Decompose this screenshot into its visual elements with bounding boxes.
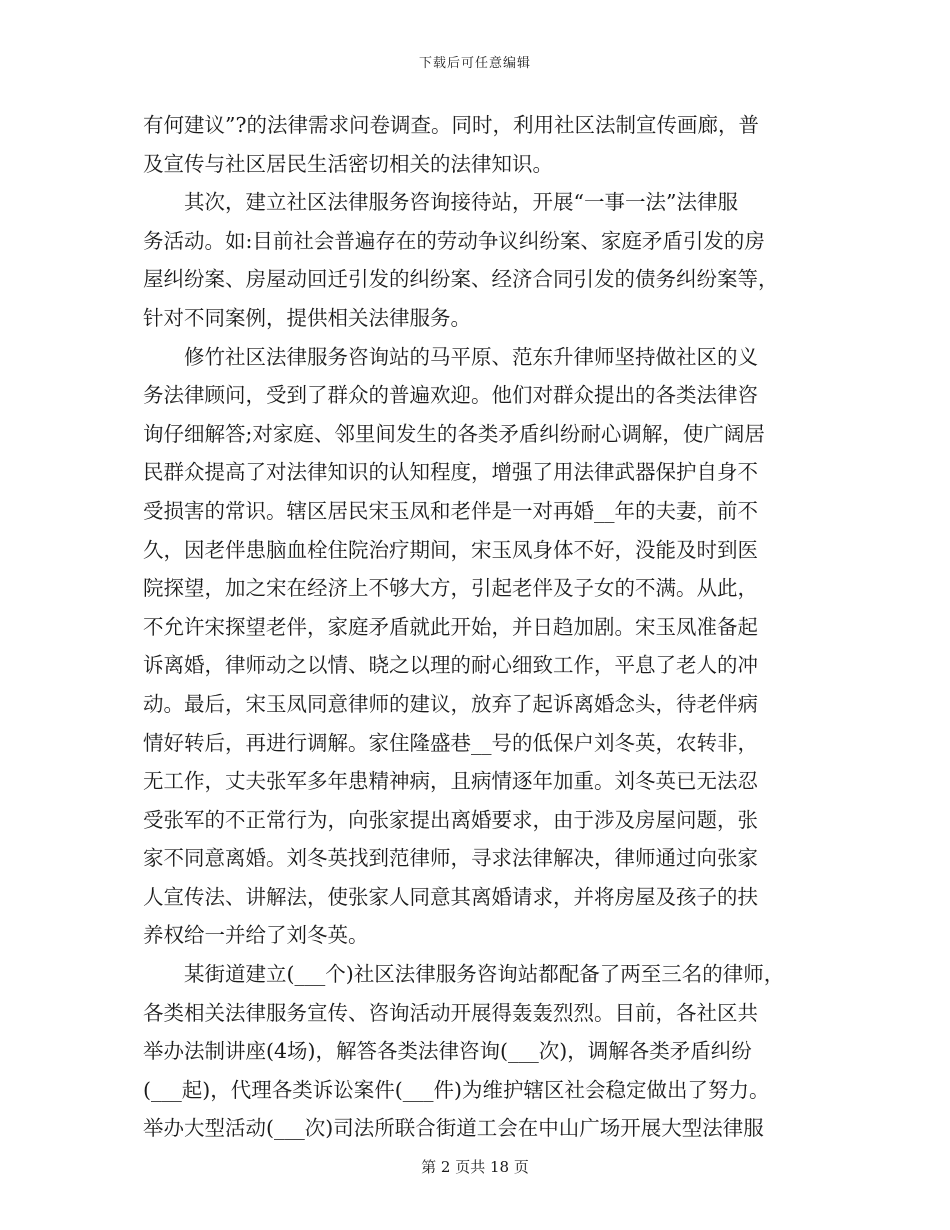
text-line: 受张军的不正常行为，向张家提出离婚要求，由于涉及房屋问题，张 [143,807,758,832]
text-line: 情好转后，再进行调解。家住隆盛巷__号的低保户刘冬英，农转非， [143,730,758,755]
text-line: (___起)，代理各类诉讼案件(___件)为维护辖区社会稳定做出了努力。 [143,1077,770,1102]
page-footer: 第 2 页共 18 页 [421,1158,529,1176]
text-line: 家不同意离婚。刘冬英找到范律师，寻求法律解决，律师通过向张家 [143,846,758,871]
text-line: 务活动。如:目前社会普遍存在的劳动争议纠纷案、家庭矛盾引发的房 [143,228,765,253]
text-line: 举办大型活动(___次)司法所联合街道工会在中山广场开展大型法律服 [143,1116,764,1141]
text-line: 院探望，加之宋在经济上不够大方，引起老伴及子女的不满。从此， [143,576,758,601]
text-line: 及宣传与社区居民生活密切相关的法律知识。 [143,151,553,176]
text-line: 询仔细解答;对家庭、邻里间发生的各类矛盾纠纷耐心调解，使广阔居 [143,421,765,446]
text-line: 某街道建立(___个)社区法律服务咨询站都配备了两至三名的律师， [184,962,785,987]
page-header: 下载后可任意编辑 [418,56,531,71]
text-line: 不允许宋探望老伴，家庭矛盾就此开始，并日趋加剧。宋玉凤准备起 [143,614,758,639]
text-line: 动。最后，宋玉凤同意律师的建议，放弃了起诉离婚念头，待老伴病 [143,691,758,716]
text-line: 养权给一并给了刘冬英。 [143,923,369,948]
text-line: 其次，建立社区法律服务咨询接待站，开展“一事一法”法律服 [184,190,738,215]
text-line: 诉离婚，律师动之以情、晓之以理的耐心细致工作，平息了老人的冲 [143,653,758,678]
document-body [143,106,807,1148]
text-line: 屋纠纷案、房屋动回迁引发的纠纷案、经济合同引发的债务纠纷案等， [143,267,779,292]
text-line: 无工作，丈夫张军多年患精神病，且病情逐年加重。刘冬英已无法忍 [143,769,758,794]
text-line: 受损害的常识。辖区居民宋玉凤和老伴是一对再婚__年的夫妻，前不 [143,498,758,523]
text-line: 民群众提高了对法律知识的认知程度，增强了用法律武器保护自身不 [143,460,758,485]
text-line: 举办法制讲座(4场)，解答各类法律咨询(___次)，调解各类矛盾纠纷 [143,1039,752,1064]
text-line: 针对不同案例，提供相关法律服务。 [143,305,471,330]
text-line: 人宣传法、讲解法，使张家人同意其离婚请求，并将房屋及孩子的扶 [143,884,758,909]
text-line: 各类相关法律服务宣传、咨询活动开展得轰轰烈烈。目前，各社区共 [143,1000,758,1025]
text-line: 修竹社区法律服务咨询站的马平原、范东升律师坚持做社区的义 [184,344,758,369]
text-line: 有何建议”?的法律需求问卷调查。同时，利用社区法制宣传画廊，普 [143,113,759,137]
text-line: 久，因老伴患脑血栓住院治疗期间，宋玉凤身体不好，没能及时到医 [143,537,758,562]
text-line: 务法律顾问，受到了群众的普遍欢迎。他们对群众提出的各类法律咨 [143,383,758,408]
